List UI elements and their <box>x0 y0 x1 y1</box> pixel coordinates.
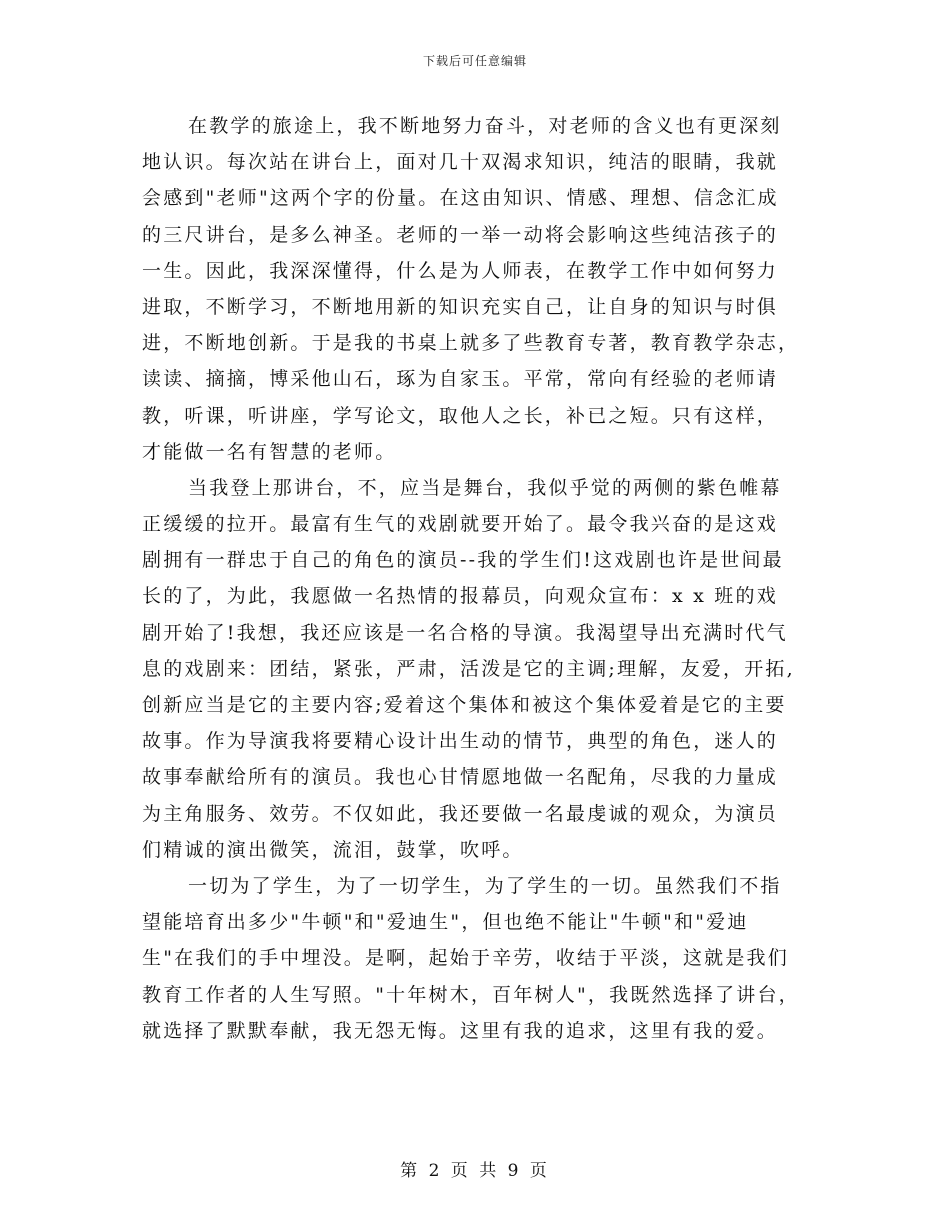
text-line: 一切为了学生，为了一切学生，为了学生的一切。虽然我们不指 <box>188 874 782 897</box>
text-line: 剧拥有一群忠于自己的角色的演员--我的学生们!这戏剧也许是世间最 <box>142 549 784 572</box>
text-line: 进，不断地创新。于是我的书桌上就多了些教育专著，教育教学杂志， <box>142 332 800 355</box>
text-line: 故事。作为导演我将要精心设计出生动的情节，典型的角色，迷人的 <box>142 730 779 753</box>
text-line: 的三尺讲台，是多么神圣。老师的一举一动将会影响这些纯洁孩子的 <box>142 223 779 246</box>
text-line: 读读、摘摘，博采他山石，琢为自家玉。平常，常向有经验的老师请 <box>142 368 779 391</box>
text-line: 教育工作者的人生写照。"十年树木，百年树人"，我既然选择了讲台， <box>142 983 800 1006</box>
document-body <box>142 108 812 1049</box>
text-line: 为主角服务、效劳。不仅如此，我还要做一名最虔诚的观众，为演员 <box>142 802 779 825</box>
text-line: 当我登上那讲台，不，应当是舞台，我似乎觉的两侧的紫色帷幕 <box>188 476 782 499</box>
header-note: 下载后可任意编辑 <box>422 54 527 68</box>
text-line: 在教学的旅途上，我不断地努力奋斗，对老师的含义也有更深刻 <box>188 115 782 137</box>
text-line: 地认识。每次站在讲台上，面对几十双渴求知识，纯洁的眼睛，我就 <box>142 151 779 174</box>
text-line: 教，听课，听讲座，学写论文，取他人之长，补已之短。只有这样， <box>142 404 779 427</box>
text-line: 进取，不断学习，不断地用新的知识充实自己，让自身的知识与时俱 <box>142 295 779 318</box>
text-line: 会感到"老师"这两个字的份量。在这由知识、情感、理想、信念汇成 <box>142 187 779 210</box>
text-line: 长的了，为此，我愿做一名热情的报幕员，向观众宣布：x x 班的戏 <box>142 585 778 608</box>
text-line: 一生。因此，我深深懂得，什么是为人师表，在教学工作中如何努力 <box>142 259 779 282</box>
text-line: 创新应当是它的主要内容;爱着这个集体和被这个集体爱着是它的主要 <box>142 694 787 716</box>
text-line: 息的戏剧来：团结，紧张，严肃，活泼是它的主调;理解，友爱，开拓, <box>142 657 795 680</box>
page-number: 第 2 页 共 9 页 <box>400 1161 550 1181</box>
text-line: 剧开始了!我想，我还应该是一名合格的导演。我渴望导出充满时代气 <box>142 621 788 644</box>
text-line: 故事奉献给所有的演员。我也心甘情愿地做一名配角，尽我的力量成 <box>142 766 779 789</box>
text-line: 就选择了默默奉献，我无怨无悔。这里有我的追求，这里有我的爱。 <box>142 1019 779 1042</box>
text-line: 生"在我们的手中埋没。是啊，起始于辛劳，收结于平淡，这就是我们 <box>142 947 789 970</box>
text-line: 正缓缓的拉开。最富有生气的戏剧就要开始了。最令我兴奋的是这戏 <box>142 513 779 536</box>
text-line: 才能做一名有智慧的老师。 <box>142 440 397 463</box>
text-line: 望能培育出多少"牛顿"和"爱迪生"，但也绝不能让"牛顿"和"爱迪 <box>142 911 749 934</box>
text-line: 们精诚的演出微笑，流泪，鼓掌，吹呼。 <box>142 838 524 861</box>
